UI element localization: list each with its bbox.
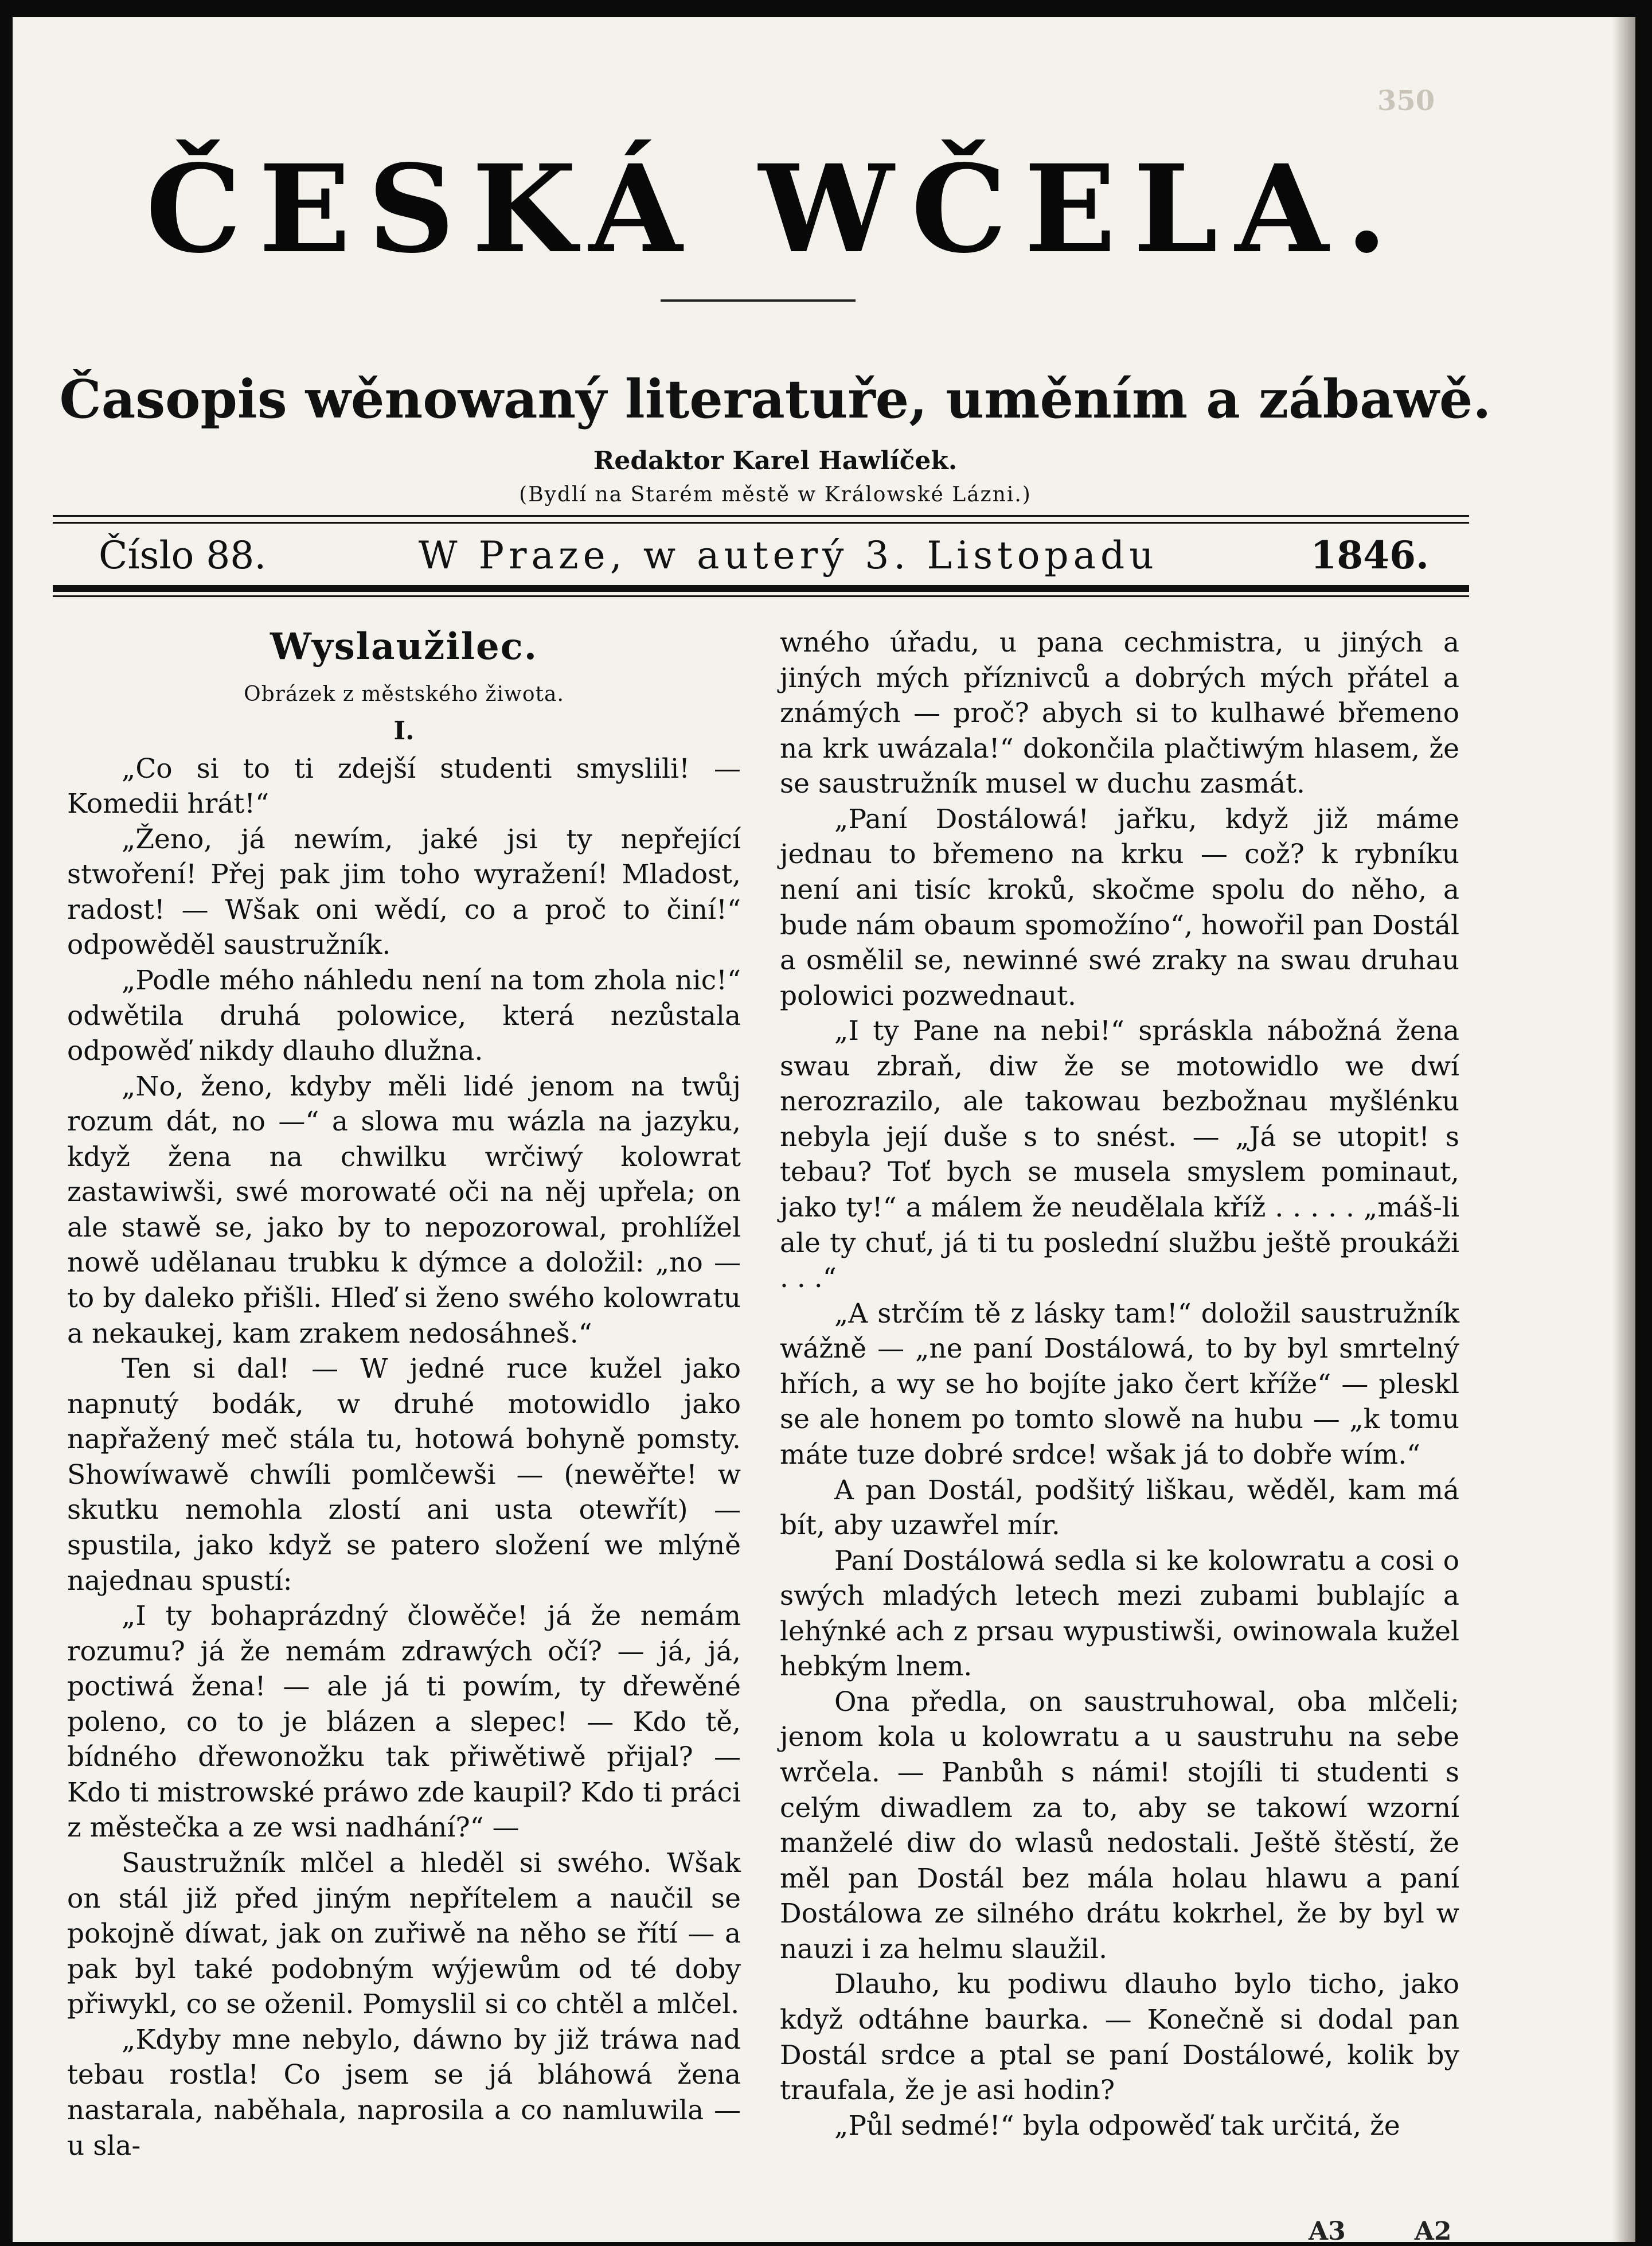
page-number: 350: [1377, 85, 1435, 117]
margin-mark: A2: [1414, 2217, 1452, 2246]
paragraph: „Půl sedmé!“ byla odpowěď tak určitá, že: [834, 2109, 1400, 2142]
header-rule-top-2: [53, 522, 1469, 524]
paragraph: Saustružník mlčel a hleděl si swého. Wšak on stál již před jiným nepřítelem a naučil se pokojně díwat, jak on zuřiwě na něho se řítí — a pak byl také podobným wýjewům od té doby přiwykl, co se oženil. Pomyslil si co chtěl a mlčel.: [67, 1847, 741, 2021]
masthead-rule: [661, 299, 856, 302]
paragraph: A pan Dostál, podšitý liškau, wěděl, kam má bít, aby uzawřel mír.: [780, 1474, 1459, 1542]
paragraph: „Paní Dostálowá! jařku, když již máme jednau to břemeno na krku — což? k rybníku není ani tisíc kroků, skočme spolu do něho, a bude nám obaum spomožíno“, howořil pan Dostál a osmělil se, newinné swé zraky na swau druhau polowici pozwednaut.: [780, 803, 1459, 1012]
article-title: Wyslaužilec.: [270, 625, 538, 668]
issue-line: [99, 533, 1429, 578]
header-rule-bottom: [53, 585, 1469, 592]
chapter-number: I.: [393, 716, 415, 746]
masthead-title: ČESKÁ WČELA.: [146, 138, 1405, 280]
header-rule-top: [53, 515, 1469, 517]
paragraph: Ten si dal! — W jedné ruce kužel jako napnutý bodák, w druhé motowidlo jako napřažený meč stála tu, hotowá bohyně pomsty. Showíwawě chwíli pomlčewši — (newěřte! w skutku nemohla zlostí ani usta otewřít) — spustila, jako když se patero složení we mlýně najednau spustí:: [67, 1353, 741, 1597]
paragraph: „Co si to ti zdejší studenti smyslili! — Komedii hrát!“: [67, 752, 741, 820]
margin-marks: [1309, 2217, 1452, 2246]
place-date: W Praze, w auterý 3. Listopadu: [418, 533, 1158, 578]
paragraph: „No, ženo, kdyby měli lidé jenom na twůj rozum dát, no —“ a slowa mu wázla na jazyku, když žena na chwilku wrčiwý kolowrat zastawiwši, swé morowaté oči na něj upřela; on ale stawě se, jako by to nepozorowal, prohlížel nowě udělanau trubku k dýmce a doložil: „no — to by daleko přišli. Hleď si ženo swého kolowratu a nekaukej, kam zrakem nedosáhneš.“: [67, 1070, 741, 1350]
article-subtitle: Obrázek z městského žiwota.: [244, 682, 564, 706]
issue-number: Číslo 88.: [99, 533, 267, 578]
paragraph-continuation: wného úřadu, u pana cechmistra, u jiných a jiných mých příznivců a dobrých mých přátel a známých — proč? abych si to kulhawé břemeno na krk uwázala!“ dokončila plačtiwým hlasem, že se saustružník musel w duchu zasmát.: [780, 627, 1459, 800]
paragraph: „I ty bohaprázdný člowěče! já že nemám rozumu? já že nemám zdrawých očí? — já, já, poctiwá žena! — ale já ti powím, ty dřewěné poleno, co to je blázen a slepec! — Kdo tě, bídného dřewonožku tak přiwětiwě přijal? — Kdo ti mistrowské práwo zde kaupil? Kdo ti práci z městečka a ze wsi nadhání?“ —: [67, 1600, 741, 1844]
paragraph: Ona předla, on saustruhowal, oba mlčeli; jenom kola u kolowratu a u saustruhu na sebe wrčela. — Panbůh s námi! stojíli ti studenti s celým diwadlem za to, aby se takowí wzorní manželé diw do wlasů nedostali. Ještě štěstí, že měl pan Dostál bez mála holau hlawu a paní Dostálowa ze silného drátu kokrhel, že by byl w nauzi i za helmu slaužil.: [780, 1686, 1459, 1965]
paragraph: Dlauho, ku podiwu dlauho bylo ticho, jako když odtáhne baurka. — Konečně si dodal pan Dostál srdce a ptal se paní Dostálowé, kolik by traufala, že je asi hodin?: [780, 1968, 1459, 2107]
page-edge-shadow: [1612, 17, 1635, 2242]
paragraph: Paní Dostálowá sedla si ke kolowratu a cosi o swých mladých letech mezi zubami bublajíc a lehýnké ach z prsau wypustiwši, owinowala kužel hebkým lnem.: [780, 1545, 1459, 1683]
column-right: [780, 625, 1459, 2142]
issue-year: 1846.: [1310, 533, 1429, 578]
residence-line: (Bydlí na Starém městě w Králowské Lázni.): [519, 483, 1032, 506]
editor-line: Redaktor Karel Hawlíček.: [593, 446, 958, 475]
paragraph: „Kdyby mne nebylo, dáwno by již tráwa nad tebau rostla! Co jsem se já bláhowá žena nastarala, naběhala, naprosila a co namluwila — u sla-: [67, 2023, 741, 2162]
margin-mark: A3: [1309, 2217, 1346, 2246]
journal-subtitle: Časopis wěnowaný literatuře, uměním a zábawě.: [59, 368, 1491, 430]
newspaper-page: [13, 17, 1635, 2246]
paragraph: „Ženo, já newím, jaké jsi ty nepřející stwoření! Přej pak jim toho wyražení! Mladost, radost! — Wšak oni wědí, co a proč to činí!“ odpowěděl saustružník.: [67, 823, 741, 961]
paragraph: „I ty Pane na nebi!“ spráskla nábožná žena swau zbraň, diw že se motowidlo we dwí nerozrazilo, ale takowau bezbožnau myšlénku nebyla její duše s to snést. — „Já se utopit! s tebau? Toť bych se musela smyslem pominaut, jako ty!“ a málem že neudělala kříž . . . . . „máš-li ale ty chuť, já ti tu poslední službu ještě proukáži . . .“: [780, 1015, 1459, 1294]
paragraph: „Podle mého náhledu není na tom zhola nic!“ odwětila druhá polowice, která nezůstala odpowěď nikdy dlauho dlužna.: [67, 964, 741, 1067]
paragraph: „A strčím tě z lásky tam!“ doložil saustružník wážně — „ne paní Dostálowá, to by byl smrtelný hřích, a wy se ho bojíte jako čert kříže“ — pleskl se ale honem po tomto slowě na hubu — „k tomu máte tuze dobré srdce! wšak já to dobře wím.“: [780, 1297, 1459, 1471]
header-rule-bottom-2: [53, 595, 1469, 597]
column-left: [67, 625, 741, 2162]
